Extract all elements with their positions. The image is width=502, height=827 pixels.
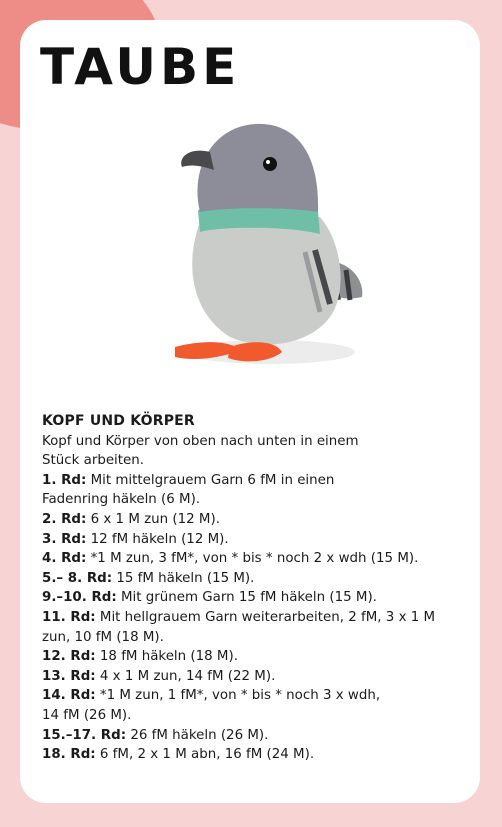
- round-row: [42, 667, 462, 687]
- page-title: TAUBE: [40, 38, 241, 96]
- round-text: 12 fM häkeln (12 M).: [90, 531, 229, 547]
- round-row: [42, 510, 462, 530]
- round-text: *1 M zun, 1 fM*, von * bis * noch 3 x wdh,: [99, 688, 381, 704]
- round-row: [42, 745, 462, 765]
- round-label: 11. Rd:: [42, 609, 96, 625]
- section-heading: KOPF UND KÖRPER: [42, 413, 195, 429]
- intro-line: Kopf und Körper von oben nach unten in einem: [42, 433, 359, 449]
- round-label: 9.–10. Rd:: [42, 590, 117, 606]
- round-label: 4. Rd:: [42, 551, 87, 567]
- round-label: 14. Rd:: [42, 688, 96, 704]
- round-row: [42, 608, 462, 628]
- round-text: Mit mittelgrauem Garn 6 fM in einen: [90, 472, 335, 488]
- instructions: [42, 412, 462, 765]
- head: [197, 124, 318, 212]
- round-text: 26 fM häkeln (26 M).: [130, 727, 269, 743]
- round-label: 13. Rd:: [42, 668, 96, 684]
- body: [192, 217, 340, 344]
- round-label: 18. Rd:: [42, 747, 96, 763]
- round-row-continued: zun, 10 fM (18 M).: [42, 629, 164, 645]
- round-row: [42, 647, 462, 667]
- round-row: [42, 530, 462, 550]
- pigeon-photo: [170, 112, 370, 377]
- round-row: [42, 549, 462, 569]
- round-row-continued: 14 fM (26 M).: [42, 707, 132, 723]
- round-row: [42, 686, 462, 706]
- round-text: 6 x 1 M zun (12 M).: [90, 511, 220, 527]
- round-text: 4 x 1 M zun, 14 fM (22 M).: [99, 668, 276, 684]
- intro-line: Stück arbeiten.: [42, 453, 145, 469]
- round-row: [42, 569, 462, 589]
- round-text: Mit grünem Garn 15 fM häkeln (15 M).: [121, 590, 377, 606]
- round-text: Mit hellgrauem Garn weiterarbeiten, 2 fM, 3 x 1 M: [99, 609, 436, 625]
- round-label: 5.– 8. Rd:: [42, 570, 113, 586]
- round-row: [42, 726, 462, 746]
- round-label: 1. Rd:: [42, 472, 87, 488]
- round-row: [42, 471, 462, 491]
- round-label: 12. Rd:: [42, 649, 96, 665]
- round-row: [42, 588, 462, 608]
- beak: [181, 151, 214, 170]
- round-text: 6 fM, 2 x 1 M abn, 16 fM (24 M).: [99, 747, 315, 763]
- round-text: *1 M zun, 3 fM*, von * bis * noch 2 x wdh (15 M).: [90, 551, 419, 567]
- round-label: 2. Rd:: [42, 511, 87, 527]
- round-label: 15.–17. Rd:: [42, 727, 127, 743]
- round-row-continued: Fadenring häkeln (6 M).: [42, 492, 201, 508]
- round-text: 15 fM häkeln (15 M).: [116, 570, 255, 586]
- round-text: 18 fM häkeln (18 M).: [99, 649, 238, 665]
- round-label: 3. Rd:: [42, 531, 87, 547]
- eye: [263, 157, 277, 171]
